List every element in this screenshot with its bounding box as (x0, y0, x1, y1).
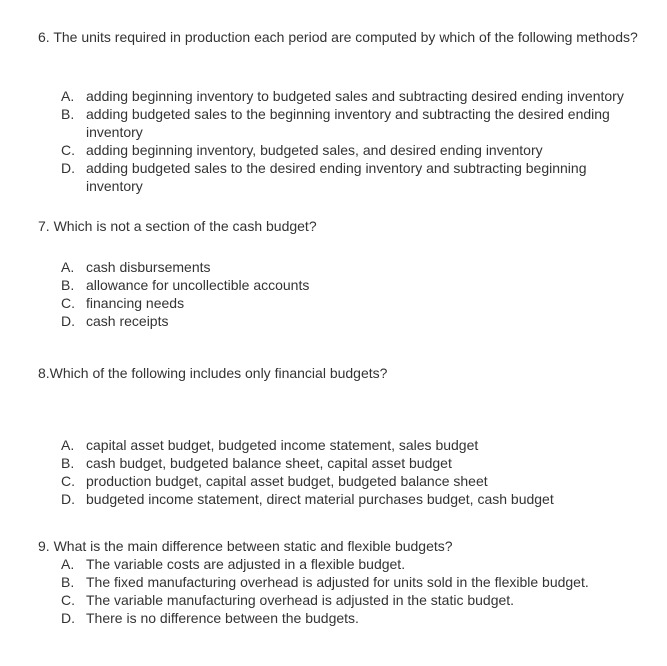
question-7-option-a (61, 258, 661, 276)
option-letter: A. (61, 437, 75, 453)
option-text: budgeted income statement, direct material purchases budget, cash budget (86, 491, 554, 507)
question-6-stem: 6. The units required in production each period are computed by which of the following methods? (38, 29, 638, 45)
option-text: capital asset budget, budgeted income statement, sales budget (86, 437, 479, 453)
option-letter: D. (61, 313, 75, 329)
option-letter: A. (61, 556, 75, 572)
option-text: adding budgeted sales to the beginning inventory and subtracting the desired ending inventory (86, 106, 610, 140)
question-8-option-c (61, 472, 661, 490)
question-7-stem: 7. Which is not a section of the cash budget? (38, 218, 317, 234)
option-text: adding beginning inventory, budgeted sales, and desired ending inventory (86, 142, 543, 158)
option-text: production budget, capital asset budget, budgeted balance sheet (86, 473, 488, 489)
option-letter: C. (61, 473, 75, 489)
question-7-options (61, 258, 661, 330)
question-6-option-b (61, 105, 661, 141)
question-9-option-d (61, 609, 661, 627)
option-letter: A. (61, 88, 75, 104)
option-letter: C. (61, 592, 75, 608)
option-letter: D. (61, 491, 75, 507)
option-letter: C. (61, 295, 75, 311)
question-8-options (61, 436, 661, 508)
option-text: The fixed manufacturing overhead is adjusted for units sold in the flexible budget. (86, 574, 589, 590)
option-text: The variable manufacturing overhead is adjusted in the static budget. (86, 592, 515, 608)
option-text: financing needs (86, 295, 185, 311)
option-letter: A. (61, 259, 75, 275)
question-8-option-d (61, 490, 661, 508)
question-7-option-c (61, 294, 661, 312)
option-text: The variable costs are adjusted in a flexible budget. (86, 556, 406, 572)
question-6-option-d (61, 159, 661, 195)
option-text: There is no difference between the budgets. (86, 610, 359, 626)
question-6-option-c (61, 141, 661, 159)
option-letter: B. (61, 455, 75, 471)
question-9-option-b (61, 573, 661, 591)
question-8-stem: 8.Which of the following includes only financial budgets? (38, 365, 388, 381)
option-letter: B. (61, 277, 75, 293)
question-6-options (61, 87, 661, 195)
option-letter: D. (61, 610, 75, 626)
option-text: cash budget, budgeted balance sheet, capital asset budget (86, 455, 452, 471)
question-7-option-b (61, 276, 661, 294)
question-6-option-a (61, 87, 661, 105)
question-9-option-a (61, 555, 661, 573)
option-letter: C. (61, 142, 75, 158)
option-text: adding beginning inventory to budgeted sales and subtracting desired ending inventory (86, 88, 624, 104)
option-text: allowance for uncollectible accounts (86, 277, 310, 293)
question-7-option-d (61, 312, 661, 330)
question-8-option-a (61, 436, 661, 454)
question-9-option-c (61, 591, 661, 609)
option-text: cash receipts (86, 313, 169, 329)
option-letter: B. (61, 574, 75, 590)
option-letter: D. (61, 160, 75, 176)
question-9-stem: 9. What is the main difference between static and flexible budgets? (38, 538, 453, 554)
option-text: cash disbursements (86, 259, 211, 275)
option-text: adding budgeted sales to the desired ending inventory and subtracting beginning inventory (86, 160, 587, 194)
question-8-option-b (61, 454, 661, 472)
option-letter: B. (61, 106, 75, 122)
question-9-options (61, 555, 661, 627)
